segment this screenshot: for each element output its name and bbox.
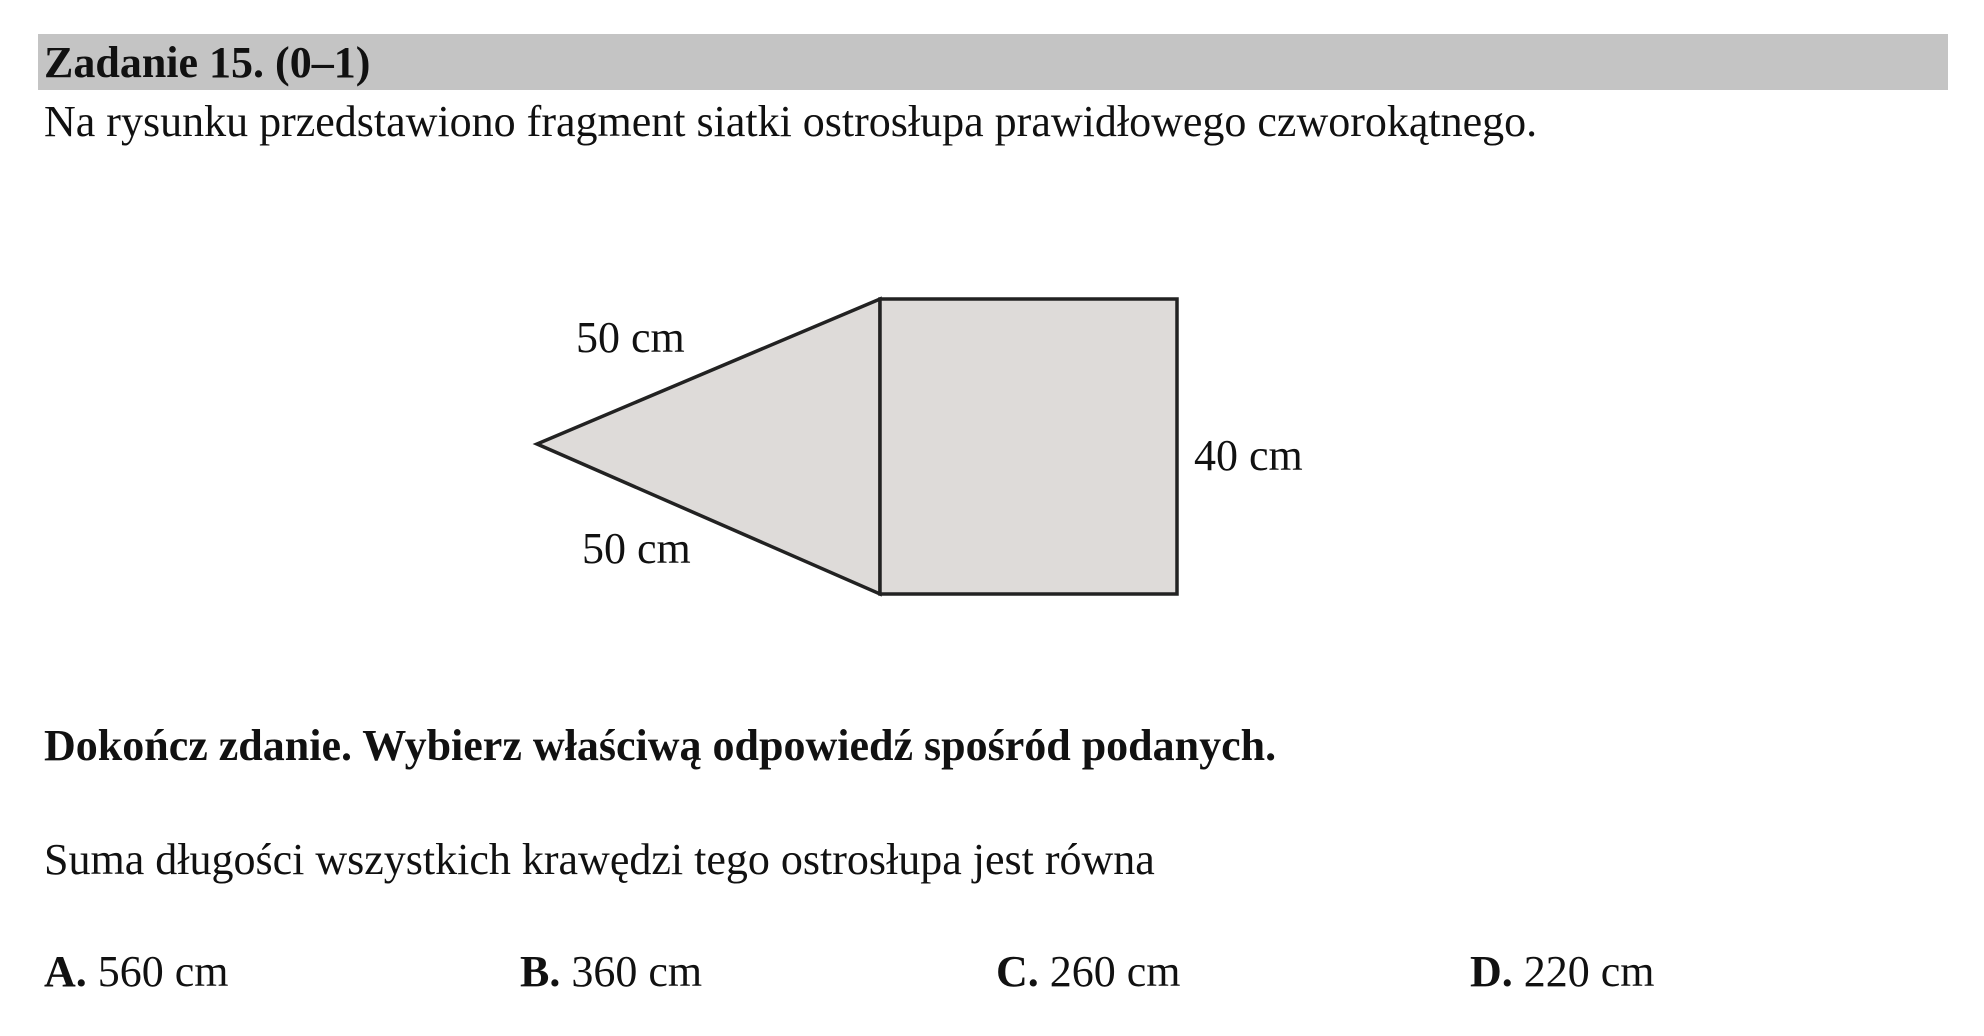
task-intro: Na rysunku przedstawiono fragment siatki ostrosłupa prawidłowego czworokątnego. — [44, 97, 1538, 146]
upper-edge-label: 50 cm — [576, 313, 685, 362]
task-title: Zadanie 15. (0–1) — [44, 38, 371, 87]
square-base — [880, 299, 1177, 594]
option-d-text: 220 cm — [1512, 947, 1655, 996]
question-stem: Suma długości wszystkich krawędzi tego ostrosłupa jest równa — [44, 835, 1155, 884]
option-b[interactable] — [520, 946, 702, 998]
option-b-letter: B. — [520, 947, 561, 996]
square-side-label: 40 cm — [1194, 431, 1303, 480]
lower-edge-label: 50 cm — [582, 524, 691, 573]
option-d[interactable] — [1470, 946, 1655, 998]
question-instruction: Dokończ zdanie. Wybierz właściwą odpowiedź spośród podanych. — [44, 721, 1277, 770]
option-a-letter: A. — [44, 947, 87, 996]
option-c[interactable] — [996, 946, 1181, 998]
option-c-letter: C. — [996, 947, 1039, 996]
option-a[interactable] — [44, 946, 229, 998]
option-c-text: 260 cm — [1038, 947, 1181, 996]
option-a-text: 560 cm — [86, 947, 229, 996]
option-d-letter: D. — [1470, 947, 1513, 996]
option-b-text: 360 cm — [560, 947, 703, 996]
